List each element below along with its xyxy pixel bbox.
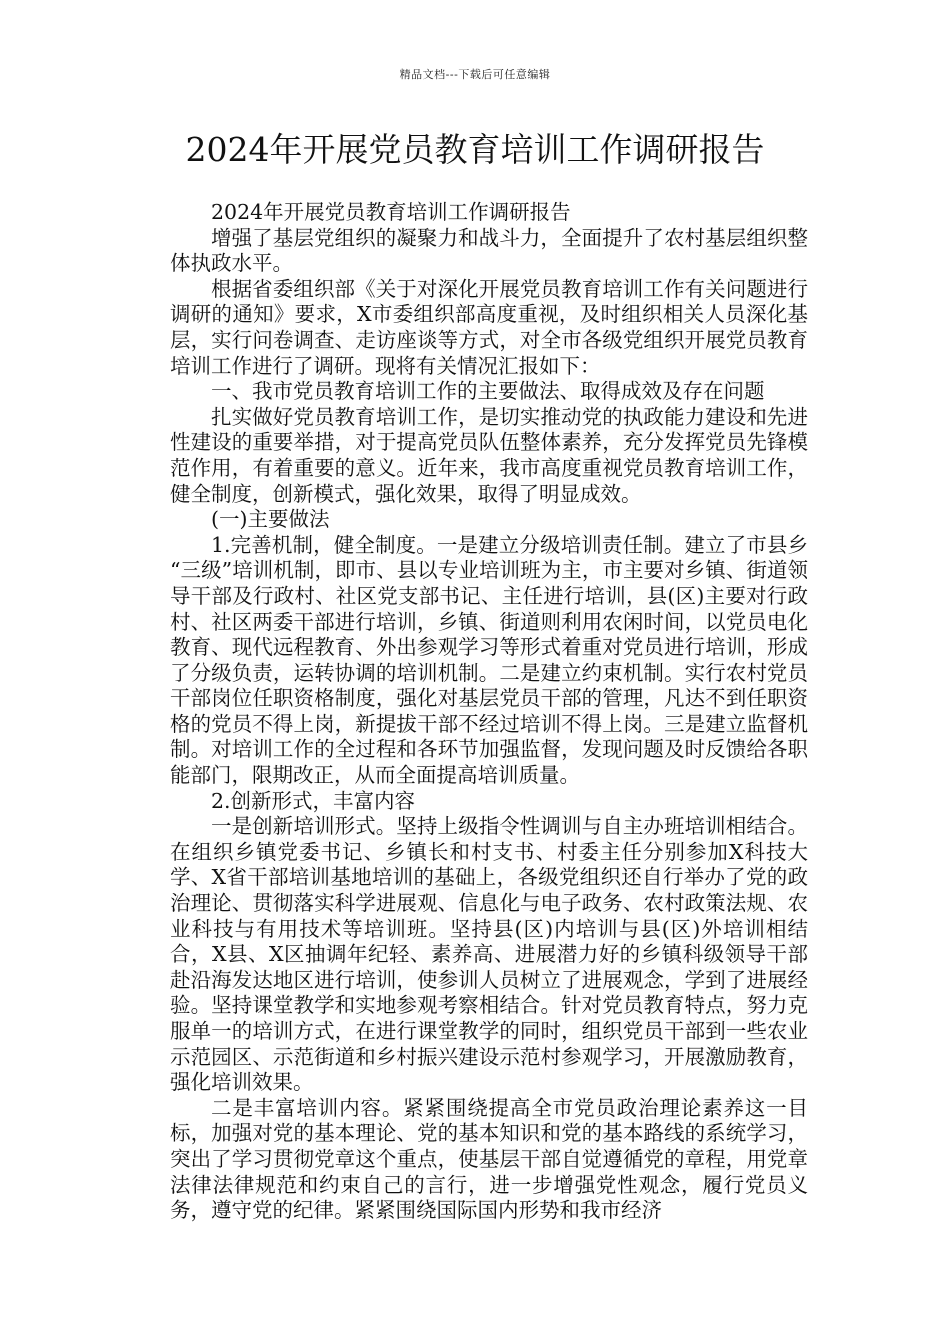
paragraph: 扎实做好党员教育培训工作，是切实推动党的执政能力建设和先进性建设的重要举措，对于提高党员队伍整体素养，充分发挥党员先锋模范作用，有着重要的意义。近年来，我市高度重视党员教育培训工作，健全制度，创新模式，强化效果，取得了明显成效。 <box>170 404 808 506</box>
section-heading: 一、我市党员教育培训工作的主要做法、取得成效及存在问题 <box>211 379 765 404</box>
paragraph: 二是丰富培训内容。紧紧围绕提高全市党员政治理论素养这一目标，加强对党的基本理论、党的基本知识和党的基本路线的系统学习，突出了学习贯彻党章这个重点，使基层干部自觉遵循党的章程，用党章法律法律规范和约束自己的言行，进一步增强党性观念，履行党员义务，遵守党的纪律。紧紧围绕国际国内形势和我市经济 <box>170 1095 808 1223</box>
header-note: 精品文档---下载后可任意编辑 <box>399 68 551 81</box>
paragraph: 根据省委组织部《关于对深化开展党员教育培训工作有关问题进行调研的通知》要求，X市委组织部高度重视，及时组织相关人员深化基层，实行问卷调查、走访座谈等方式，对全市各级党组织开展党员教育培训工作进行了调研。现将有关情况汇报如下： <box>170 276 808 378</box>
paragraph: 一是创新培训形式。坚持上级指令性调训与自主办班培训相结合。在组织乡镇党委书记、乡镇长和村支书、村委主任分别参加X科技大学、X省干部培训基地培训的基础上，各级党组织还自行举办了党的政治理论、贯彻落实科学进展观、信息化与电子政务、农村政策法规、农业科技与有用技术等培训班。坚持县(区)内培训与县(区)外培训相结合，X县、X区抽调年纪轻、素养高、进展潜力好的乡镇科级领导干部赴沿海发达地区进行培训，使参训人员树立了进展观念，学到了进展经验。坚持课堂教学和实地参观考察相结合。针对党员教育特点，努力克服单一的培训方式，在进行课堂教学的同时，组织党员干部到一些农业示范园区、示范街道和乡村振兴建设示范村参观学习，开展激励教育，强化培训效果。 <box>170 814 808 1095</box>
document-body <box>170 200 808 1224</box>
document-title: 2024年开展党员教育培训工作调研报告 <box>185 130 765 169</box>
paragraph: 增强了基层党组织的凝聚力和战斗力，全面提升了农村基层组织整体执政水平。 <box>170 225 808 276</box>
paragraph: 1.完善机制，健全制度。一是建立分级培训责任制。建立了市县乡 “三级”培训机制，即市、县以专业培训班为主，市主要对乡镇、街道领导干部及行政村、社区党支部书记、主任进行培训，县(区)主要对行政村、社区两委干部进行培训，乡镇、街道则利用农闲时间，以党员电化教育、现代远程教育、外出参观学习等形式着重对党员进行培训，形成了分级负责，运转协调的培训机制。二是建立约束机制。实行农村党员干部岗位任职资格制度，强化对基层党员干部的管理，凡达不到任职资格的党员不得上岗，新提拔干部不经过培训不得上岗。三是建立监督机制。对培训工作的全过程和各环节加强监督，发现问题及时反馈给各职能部门，限期改正，从而全面提高培训质量。 <box>170 532 808 788</box>
subsection-heading: (一)主要做法 <box>211 507 330 532</box>
paragraph-subtitle: 2024年开展党员教育培训工作调研报告 <box>211 200 571 224</box>
subsection-heading: 2.创新形式，丰富内容 <box>211 788 416 813</box>
